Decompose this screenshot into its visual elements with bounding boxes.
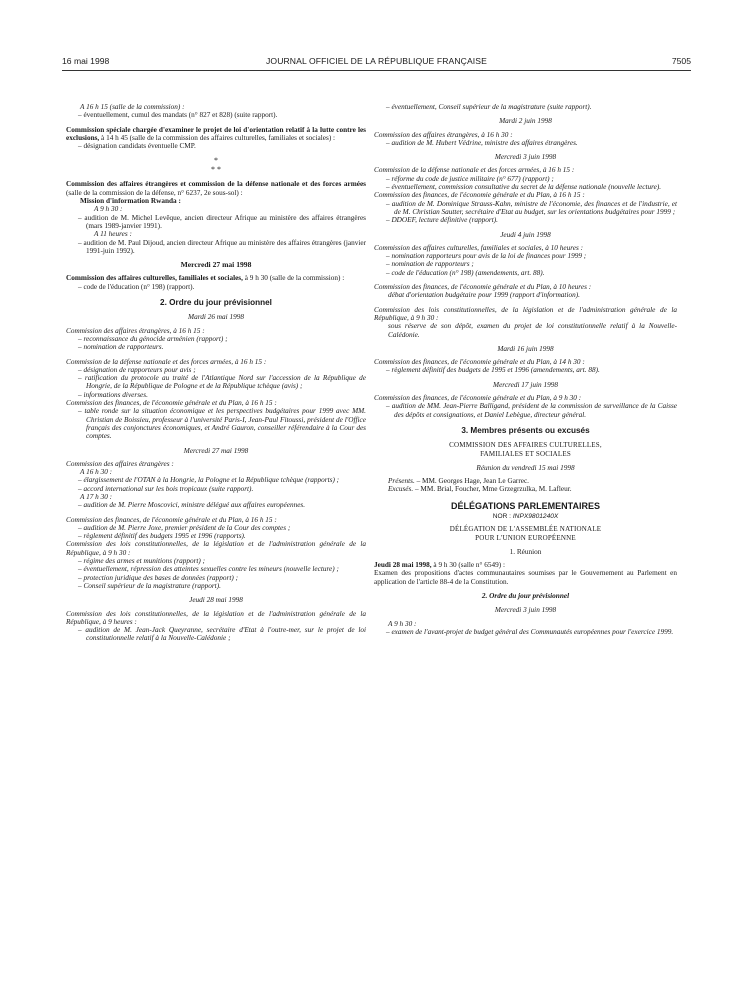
right-r10: Commission des affaires culturelles, familiales et sociales, à 10 heures : [374,243,584,252]
right-column [374,103,677,636]
left-l8: – audition de M. Michel Levêque, ancien directeur Afrique au ministère des affaires étrangères (mars 1989-janvier 1991). [78,213,366,230]
left-l6: Mission d'information Rwanda : [80,197,181,206]
left-d1: Mardi 26 mai 1998 [188,313,244,322]
right-j2: Examen des propositions d'actes communautaires soumises par le Gouvernement au Parlement en application de l'article 88-4 de la Constitution. [374,569,677,586]
left-n11: – régime des armes et munitions (rapport) ; [78,557,206,566]
right-caps1: COMMISSION DES AFFAIRES CULTURELLES, [449,441,602,450]
left-o2: – audition de M. Jean-Jack Queyranne, secrétaire d'Etat à l'outre-mer, sur le projet de loi constitutionnelle relatif à la Nouvelle-Calédonie ; [78,626,366,643]
left-o1: Commission des lois constitutionnelles, de la législation et de l'administration générale de la République, à 9 heures : [66,609,366,626]
left-n5: A 17 h 30 : [80,492,113,501]
right-d2: Mercredi 3 juin 1998 [494,153,557,162]
right-d7: Mercredi 3 juin 1998 [494,606,557,615]
left-n2: A 16 h 30 : [80,468,113,477]
section-3-title: 3. Membres présents ou excusés [461,425,590,435]
left-m7: – informations diverses. [78,390,148,399]
left-n9: – règlement définitif des budgets 1995 et 1996 (rapports). [78,532,246,541]
right-caps2: FAMILIALES ET SOCIALES [480,449,571,458]
header-page-number: 7505 [671,56,691,66]
left-m9: – table ronde sur la situation économique et les perspectives budgétaires pour 1999 avec MM. Christian de Boissieu, professeur à l'université Paris-I, Jean-Paul Fitoussi, président de l'Office français des conjonctures économiques, et André Gauron, conseiller référendaire à la Cour des comptes. [78,407,366,441]
right-r7: Commission des finances, de l'économie générale et du Plan, à 16 h 15 : [374,191,585,200]
right-r6: – éventuellement, commission consultative du secret de la défense nationale (nouvelle lecture). [386,183,662,192]
left-l5: Commission des affaires étrangères et commission de la défense nationale et des forces armées (salle de la commission de la défense, n° 6237, 2e sous-sol) : [66,180,366,197]
delegations-title: DÉLÉGATIONS PARLEMENTAIRES [450,500,600,511]
right-r21: – audition de MM. Jean-Pierre Balligand, président de la commission de surveillance de la Caisse des dépôts et consignations, et Daniel Lebègue, directeur général. [386,402,677,419]
left-d3: Jeudi 28 mai 1998 [189,596,243,605]
right-caps4: POUR L'UNION EUROPÉENNE [475,533,576,542]
right-r2: Commission des affaires étrangères, à 16 h 30 : [374,130,513,139]
right-caps3: DÉLÉGATION DE L'ASSEMBLÉE NATIONALE [449,525,602,534]
separator-star-1: * [214,156,218,166]
right-r19: – règlement définitif des budgets de 1995 et 1996 (amendements, art. 88). [386,366,600,375]
left-m2: – reconnaissance du génocide arménien (rapport) ; [78,334,228,343]
left-l7: A 9 h 30 : [94,205,123,214]
left-n12: – éventuellement, répression des atteintes sexuelles contre les mineurs (nouvelle lecture) ; [78,565,339,574]
right-sub1: 1. Réunion [509,547,542,556]
header-date: 16 mai 1998 [62,56,110,66]
left-n3: – élargissement de l'OTAN à la Hongrie, la Pologne et la République tchèque (rapports) ; [78,476,340,485]
right-t1: A 9 h 30 : [388,619,417,628]
left-h1: Mercredi 27 mai 1998 [180,260,252,270]
right-d6: Réunion du vendredi 15 mai 1998 [476,463,575,472]
nor-reference: NOR : INPX9801240X [492,512,559,520]
right-sub2: 2. Ordre du jour prévisionnel [481,592,570,601]
left-n13: – protection juridique des bases de données (rapport) ; [78,573,239,582]
left-l11: Commission des affaires culturelles, familiales et sociales, à 9 h 30 (salle de la commission) : [66,274,345,283]
right-d1: Mardi 2 juin 1998 [499,117,552,126]
left-n8: – audition de M. Pierre Joxe, premier président de la Cour des comptes ; [78,523,291,532]
right-r1: – éventuellement, Conseil supérieur de la magistrature (suite rapport). [386,103,592,111]
left-l4: – désignation candidats éventuelle CMP. [78,142,196,151]
separator-star-2: * * [211,165,221,175]
right-r12: – nomination de rapporteurs ; [386,260,474,269]
left-n4: – accord international sur les bois tropicaux (suite rapport). [78,484,254,493]
right-r5: – réforme du code de justice militaire (n° 677) (rapport) ; [386,174,554,183]
left-l10: – audition de M. Paul Dijoud, ancien directeur Afrique au ministère des affaires étrangères (janvier 1991-juin 1992). [78,238,366,255]
right-excused: Excusés. – MM. Brial, Foucher, Mme Grzegrzulka, M. Lafleur. [388,485,572,494]
right-d3: Jeudi 4 juin 1998 [500,230,551,239]
right-r9: – DDOEF, lecture définitive (rapport). [386,216,498,225]
left-n7: Commission des finances, de l'économie générale et du Plan, à 16 h 15 : [66,515,277,524]
left-l1: A 16 h 15 (salle de la commission) : [80,103,185,111]
left-l9: A 11 heures : [94,230,132,239]
left-m4: Commission de la défense nationale et des forces armées, à 16 h 15 : [66,357,267,366]
right-r15: débat d'orientation budgétaire pour 1999 (rapport d'information). [388,291,580,300]
right-present: Présents. – MM. Georges Hage, Jean Le Garrec. [388,477,529,486]
right-r18: Commission des finances, de l'économie générale et du Plan, à 14 h 30 : [374,358,585,367]
left-n10: Commission des lois constitutionnelles, de la législation et de l'administration générale de la République, à 9 h 30 : [66,540,366,557]
right-r17: sous réserve de son dépôt, examen du projet de loi constitutionnelle relatif à la Nouvelle-Calédonie. [388,322,677,339]
left-column [66,103,366,643]
left-l2: – éventuellement, cumul des mandats (n° 827 et 828) (suite rapport). [78,111,278,120]
right-r14: Commission des finances, de l'économie générale et du Plan, à 10 heures : [374,283,592,292]
right-j1: Jeudi 28 mai 1998, à 9 h 30 (salle n° 6549) : [374,561,505,570]
right-r3: – audition de M. Hubert Védrine, ministre des affaires étrangères. [386,138,578,147]
left-n6: – audition de M. Pierre Moscovici, ministre délégué aux affaires européennes. [78,501,306,510]
right-r20: Commission des finances, de l'économie générale et du Plan, à 9 h 30 : [374,394,582,403]
left-m1: Commission des affaires étrangères, à 16 h 15 : [66,326,205,335]
header-rule [62,70,691,71]
left-d2: Mercredi 27 mai 1998 [183,446,249,455]
left-m5: – désignation de rapporteurs pour avis ; [78,365,196,374]
right-r4: Commission de la défense nationale et des forces armées, à 16 h 15 : [374,166,575,175]
right-r13: – code de l'éducation (n° 198) (amendements, art. 88). [386,268,545,277]
page-header [62,56,691,70]
right-t2: – examen de l'avant-projet de budget général des Communautés européennes pour l'exercice 1999. [386,627,674,636]
left-m6: – ratification du protocole au traité de l'Atlantique Nord sur l'accession de la République de Hongrie, de la République de Pologne et de la République tchèque (avis) ; [78,374,366,391]
right-r16: Commission des lois constitutionnelles, de la législation et de l'administration générale de la République, à 9 h 30 : [374,305,677,322]
right-r11: – nomination rapporteurs pour avis de la loi de finances pour 1999 ; [386,252,587,261]
left-n1: Commission des affaires étrangères : [66,459,174,468]
left-l12: – code de l'éducation (n° 198) (rapport). [78,282,195,291]
left-n14: – Conseil supérieur de la magistrature (rapport). [78,581,221,590]
left-m8: Commission des finances, de l'économie générale et du Plan, à 16 h 15 : [66,399,277,408]
left-m3: – nomination de rapporteurs. [78,343,164,352]
right-r8: – audition de M. Dominique Strauss-Kahn, ministre de l'économie, des finances et de l'industrie, et de M. Christian Sautter, secrétaire d'Etat au budget, sur les orientations budgétaires pour 1999 ; [386,199,677,216]
right-d5: Mercredi 17 juin 1998 [493,380,558,389]
section-2-title: 2. Ordre du jour prévisionnel [160,298,272,308]
left-l3: Commission spéciale chargée d'examiner le projet de loi d'orientation relatif à la lutte contre les exclusions, à 14 h 45 (salle de la commission des affaires culturelles, familiales et sociales) : [66,125,366,142]
header-journal-title: JOURNAL OFFICIEL DE LA RÉPUBLIQUE FRANÇAISE [266,56,487,66]
right-d4: Mardi 16 juin 1998 [497,344,554,353]
